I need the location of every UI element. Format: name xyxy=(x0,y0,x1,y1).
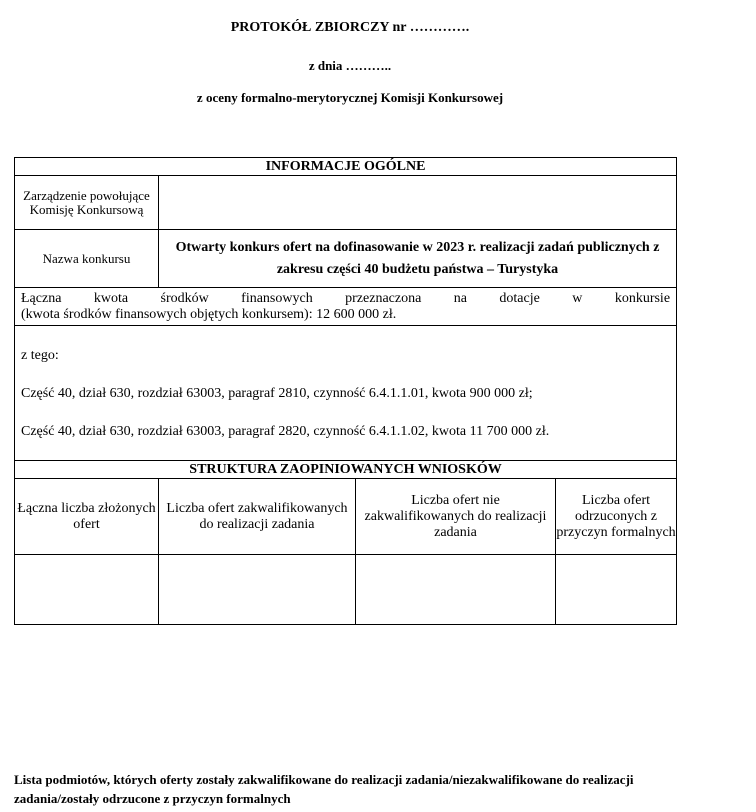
breakdown-item-1: Część 40, dział 630, rozdział 63003, paragraf 2810, czynność 6.4.1.1.01, kwota 900 000 zł; xyxy=(21,386,533,401)
list-heading: Lista podmiotów, których oferty zostały zakwalifikowane do realizacji zadania/niezakwalifikowane do realizacji zadania/zostały odrzucone z przyczyn formalnych xyxy=(14,772,634,806)
column-header-qualified: Liczba ofert zakwalifikowanych do realizacji zadania xyxy=(159,479,356,555)
breakdown-item-2: Część 40, dział 630, rozdział 63003, paragraf 2820, czynność 6.4.1.1.02, kwota 11 700 000 zł. xyxy=(21,424,550,439)
value-cell-rejected xyxy=(556,555,677,625)
total-amount-line2: (kwota środków finansowych objętych konkursem): 12 600 000 zł. xyxy=(21,306,397,322)
contest-name-value: Otwarty konkurs ofert na dofinasowanie w 2023 r. realizacji zadań publicznych z zakresu części 40 budżetu państwa – Turystyka xyxy=(159,230,677,288)
column-header-not-qualified: Liczba ofert nie zakwalifikowanych do realizacji zadania xyxy=(356,479,556,555)
total-amount-line1: Łączna kwota środków finansowych przeznaczona na dotacje w konkursie xyxy=(21,290,671,306)
value-cell-not-qualified xyxy=(356,555,556,625)
order-value-cell xyxy=(159,176,677,230)
order-label: Zarządzenie powołujące Komisję Konkursową xyxy=(15,176,159,230)
breakdown-intro: z tego: xyxy=(21,348,59,363)
contest-name-label: Nazwa konkursu xyxy=(15,230,159,288)
total-amount-cell xyxy=(15,288,677,326)
breakdown-cell xyxy=(15,326,677,461)
column-header-rejected: Liczba ofert odrzuconych z przyczyn formalnych xyxy=(556,479,677,555)
document-subtitle: z oceny formalno-merytorycznej Komisji Konkursowej xyxy=(196,90,504,105)
document-title: PROTOKÓŁ ZBIORCZY nr …………. xyxy=(230,20,470,35)
column-header-total: Łączna liczba złożonych ofert xyxy=(15,479,159,555)
protocol-table xyxy=(14,157,677,625)
value-cell-total xyxy=(15,555,159,625)
document-date: z dnia ……….. xyxy=(308,58,392,73)
value-cell-qualified xyxy=(159,555,356,625)
section-general-title: INFORMACJE OGÓLNE xyxy=(15,158,677,176)
section-structure-title: STRUKTURA ZAOPINIOWANYCH WNIOSKÓW xyxy=(15,461,677,479)
